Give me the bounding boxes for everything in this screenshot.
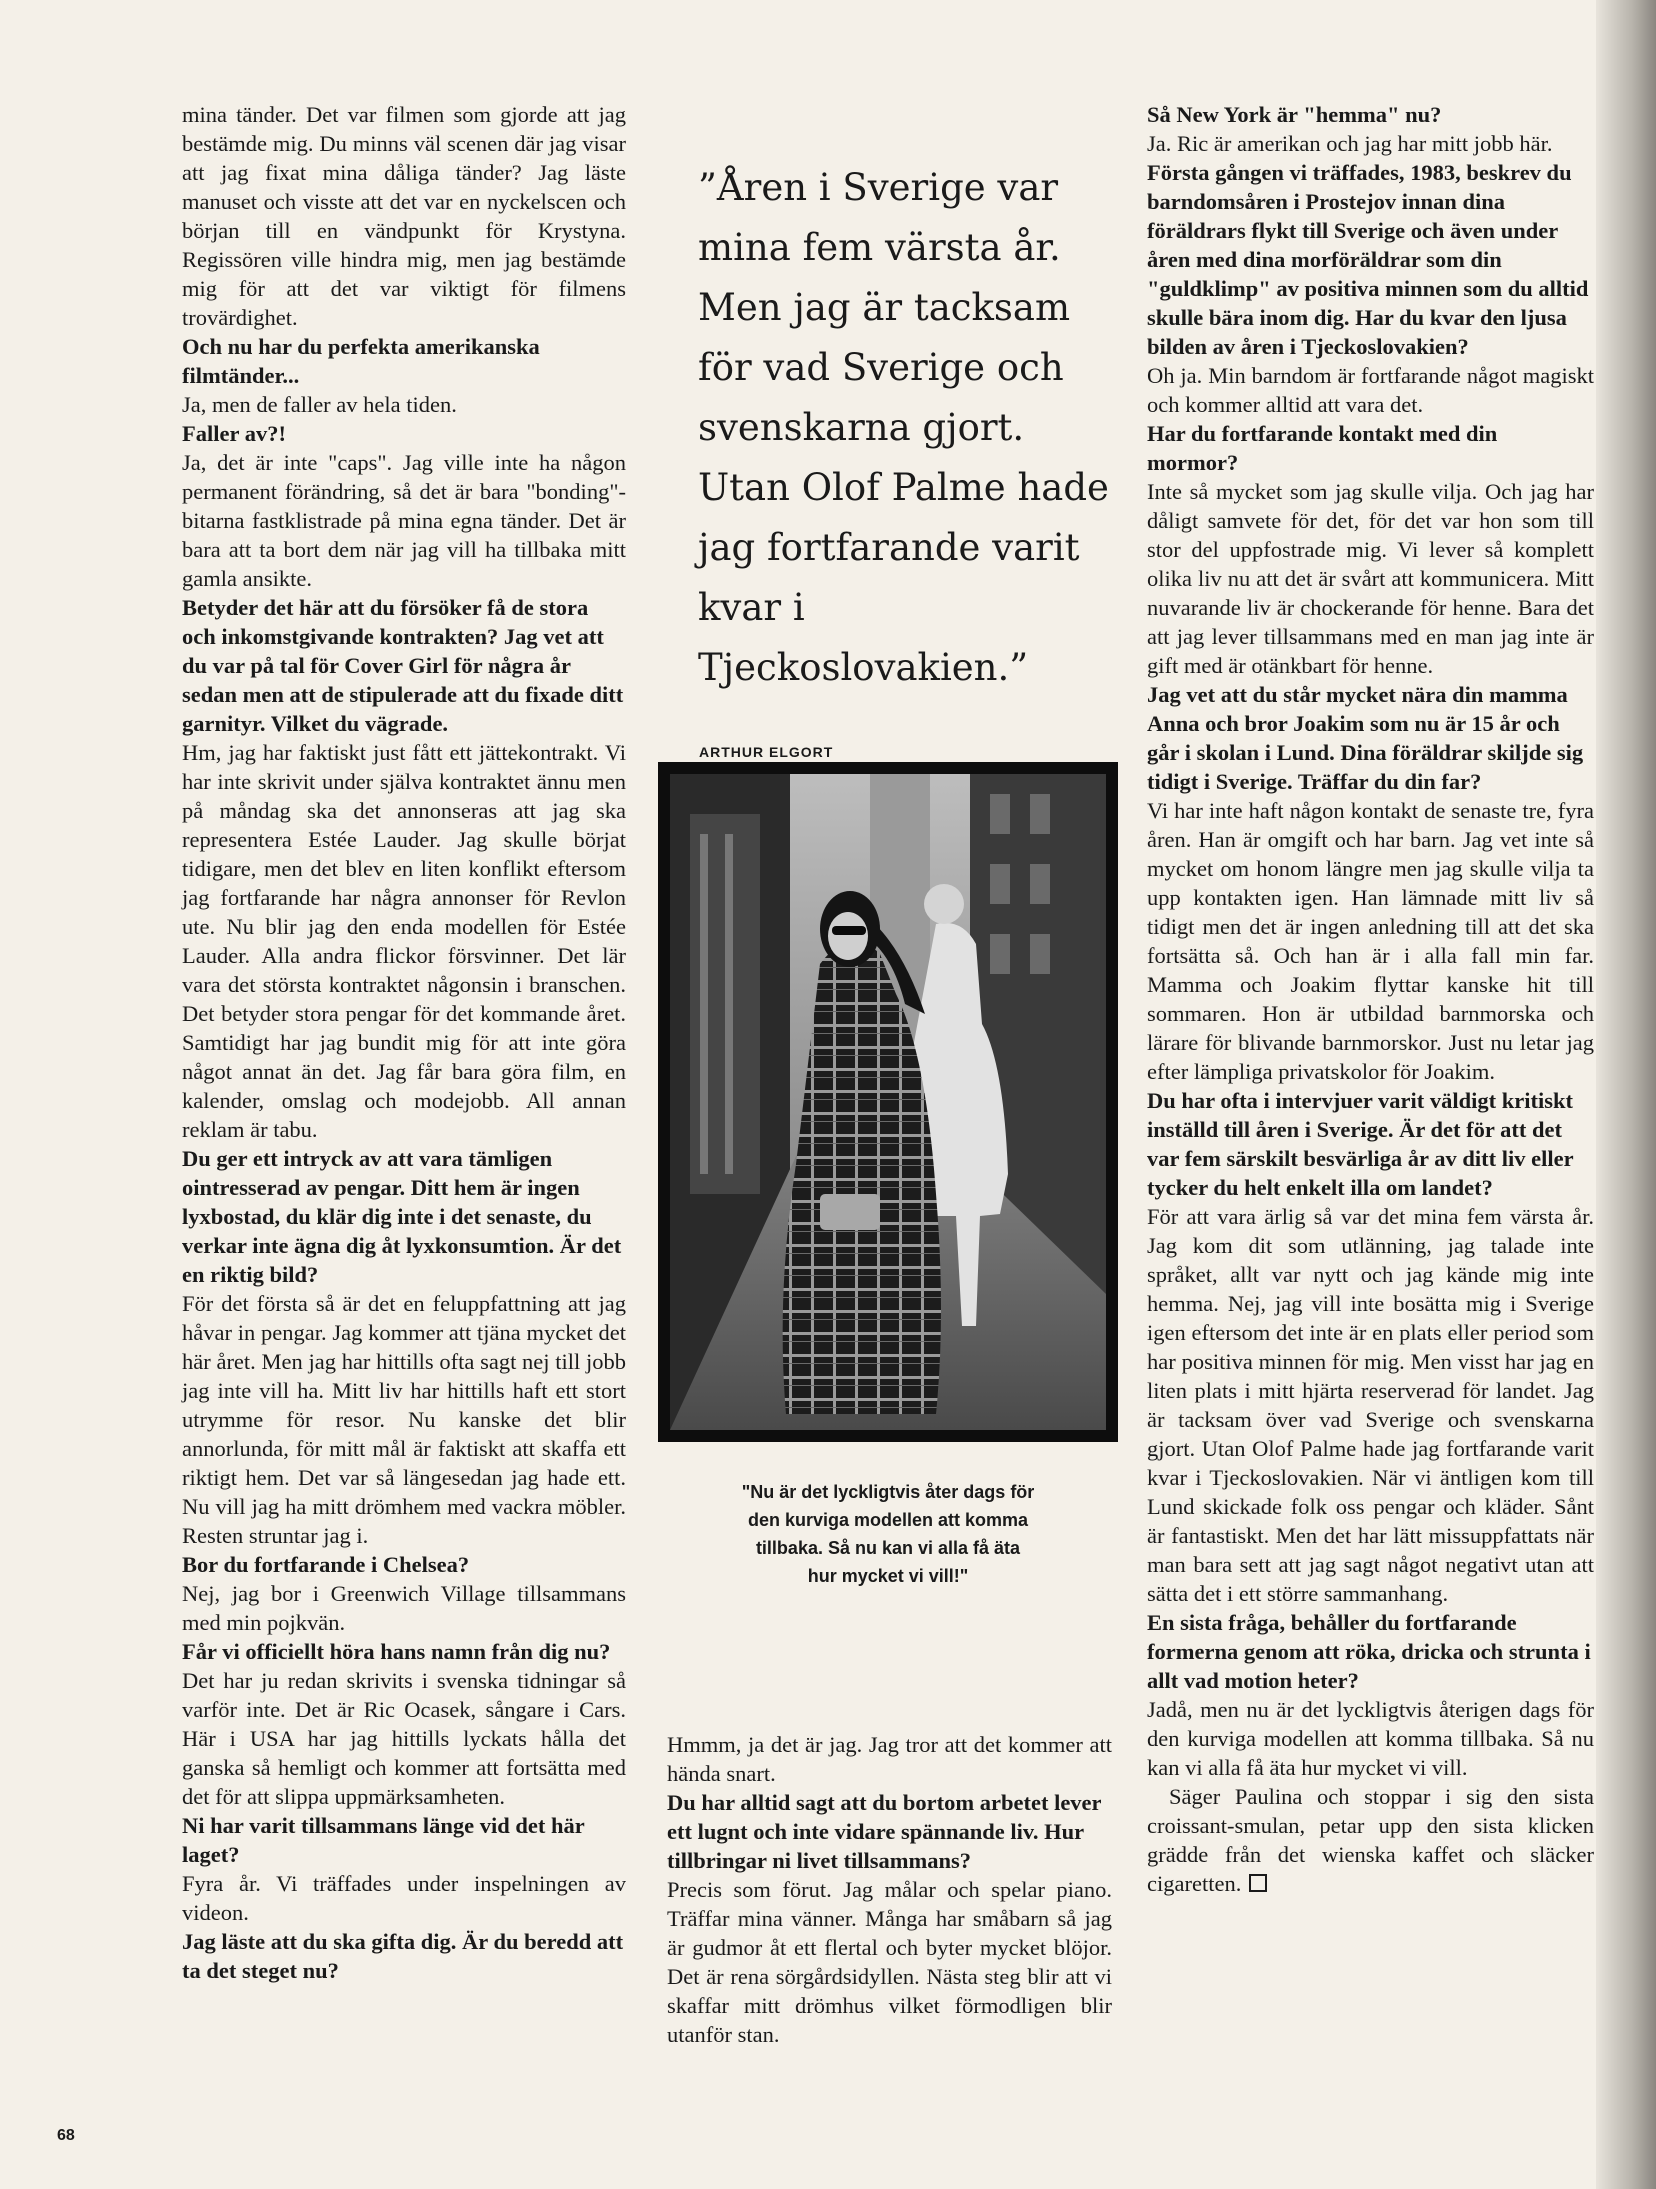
- interview-answer: mina tänder. Det var filmen som gjorde att jag bestämde mig. Du minns väl scenen där jag visar att jag fixat mina dåliga tänder? Jag läste manuset och visste att det var en nyckelscen och början till en vändpunkt för Krystyna. Regissören ville hindra mig, men jag bestämde mig för att det var viktigt för filmens trovärdighet.: [182, 102, 626, 330]
- interview-answer: Hm, jag har faktiskt just fått ett jättekontrakt. Vi har inte skrivit under själva kontraktet ännu men på måndag ska det annonseras att jag ska representera Estée Lauder. Jag skulle börjat tidigare, men det blev en liten konflikt eftersom jag fortfarande har några annonser för Revlon ute. Nu blir jag den enda modellen för Estée Lauder. Alla andra flickor försvinner. Det lär vara det största kontraktet någonsin i branschen. Det betyder stora pengar för det kommande året. Samtidigt har jag bundit mig för att inte göra något annat än det. Jag får bara göra film, en kalender, omslag och modejobb. All annan reklam är tabu.: [182, 740, 626, 1142]
- page-number: 68: [57, 2127, 75, 2144]
- interview-question: Ni har varit tillsammans länge vid det här laget?: [182, 1813, 585, 1867]
- interview-question: Får vi officiellt höra hans namn från dig nu?: [182, 1639, 611, 1664]
- interview-question: Första gången vi träffades, 1983, beskrev du barndomsåren i Prostejov innan dina föräldrars flykt till Sverige och även under åren med dina morföräldrar som din "guldklimp" av positiva minnen som du alltid skulle bära inom dig. Har du kvar den ljusa bilden av åren i Tjeckoslovakien?: [1147, 160, 1589, 359]
- interview-question: Du har alltid sagt att du bortom arbetet lever ett lugnt och inte vidare spännande liv. Hur tillbringar ni livet tillsammans?: [667, 1790, 1102, 1873]
- text-column-2: [667, 1730, 1112, 2049]
- street-photo: [658, 762, 1118, 1442]
- interview-answer: Vi har inte haft någon kontakt de senaste tre, fyra åren. Han är omgift och har barn. Jag vet inte så mycket om honom längre men jag skulle vilja ta upp kontakten igen. Han lämnade mitt liv så tidigt men det är ingen anledning till att det ska fortsätta så. Och han är i alla fall min far. Mamma och Joakim flyttar kanske hit till sommaren. Hon är utbildad barnmorska och lärare för blivande barnmorskor. Just nu letar jag efter lämpliga privatskolor för Joakim.: [1147, 798, 1594, 1084]
- interview-question: Jag vet att du står mycket nära din mamma Anna och bror Joakim som nu är 15 år och går i skolan i Lund. Dina föräldrar skiljde sig tidigt i Sverige. Träffar du din far?: [1147, 682, 1584, 794]
- interview-question: Faller av?!: [182, 421, 286, 446]
- interview-question: En sista fråga, behåller du fortfarande formerna genom att röka, dricka och strunta i allt vad motion heter?: [1147, 1610, 1591, 1693]
- interview-answer: Säger Paulina och stoppar i sig den sista croissant-smulan, petar upp den sista klicken grädde från det wienska kaffet och släcker cigaretten.: [1147, 1784, 1594, 1896]
- interview-question: Och nu har du perfekta amerikanska filmtänder...: [182, 334, 540, 388]
- interview-answer: Inte så mycket som jag skulle vilja. Och jag har dåligt samvete för det, för det var hon som till stor del uppfostrade mig. Vi lever så komplett olika liv nu att det är svårt att kommunicera. Mitt nuvarande liv är chockerande för henne. Bara det att jag lever tillsammans med en man jag inte är gift med är otänkbart för henne.: [1147, 479, 1594, 678]
- page-spine-shadow: [1596, 0, 1656, 2189]
- end-mark-icon: [1249, 1874, 1267, 1892]
- photo-illustration: [670, 774, 1106, 1430]
- interview-answer: Ja, men de faller av hela tiden.: [182, 392, 457, 417]
- interview-answer: Jadå, men nu är det lyckligtvis återigen dags för den kurviga modellen att komma tillbaka. Så nu kan vi alla få äta hur mycket vi vill.: [1147, 1697, 1594, 1780]
- interview-answer: Hmmm, ja det är jag. Jag tror att det kommer att hända snart.: [667, 1732, 1112, 1786]
- text-column-1: [182, 100, 626, 1985]
- photo-credit: ARTHUR ELGORT: [699, 744, 834, 760]
- interview-answer: Precis som förut. Jag målar och spelar piano. Träffar mina vänner. Många har småbarn så jag är gudmor åt ett flertal och byter mycket blöjor. Det är rena sörgårdsidyllen. Nästa steg blir att vi skaffar mitt drömhus vilket förmodligen blir utanför stan.: [667, 1877, 1112, 2047]
- interview-question: Du har ofta i intervjuer varit väldigt kritiskt inställd till åren i Sverige. Är det för att det var fem särskilt besvärliga år av ditt liv eller tycker du helt enkelt illa om landet?: [1147, 1088, 1574, 1200]
- interview-answer: Ja, det är inte "caps". Jag ville inte ha någon permanent förändring, så det är bara "bonding"-bitarna fastklistrade på mina egna tänder. Det är bara att ta bort dem när jag vill ha tillbaka mitt gamla ansikte.: [182, 450, 626, 591]
- interview-answer: Fyra år. Vi träffades under inspelningen av videon.: [182, 1871, 626, 1925]
- interview-question: Bor du fortfarande i Chelsea?: [182, 1552, 470, 1577]
- photo-caption: "Nu är det lyckligtvis åter dags för den kurviga modellen att komma tillbaka. Så nu kan vi alla få äta hur mycket vi vill!": [741, 1482, 1035, 1586]
- interview-question: Så New York är "hemma" nu?: [1147, 102, 1442, 127]
- pull-quote: ”Åren i Sverige var mina fem värsta år. Men jag är tacksam för vad Sverige och svenskarna gjort. Utan Olof Palme hade jag fortfarande varit kvar i Tjeckoslovakien.”: [698, 166, 1109, 689]
- interview-answer: Det har ju redan skrivits i svenska tidningar så varför inte. Det är Ric Ocasek, sångare i Cars. Här i USA har jag hittills lyckats hålla det ganska så hemligt och kommer att fortsätta med det för att slippa uppmärksamheten.: [182, 1668, 626, 1809]
- interview-question: Du ger ett intryck av att vara tämligen ointresserad av pengar. Ditt hem är ingen lyxbostad, du klär dig inte i det senaste, du verkar inte ägna dig åt lyxkonsumtion. Är det en riktig bild?: [182, 1146, 622, 1287]
- interview-answer: Nej, jag bor i Greenwich Village tillsammans med min pojkvän.: [182, 1581, 626, 1635]
- interview-answer: För att vara ärlig så var det mina fem värsta år. Jag kom dit som utlänning, jag talade inte språket, allt var nytt och jag kände mig inte hemma. Nej, jag vill inte bosätta mig i Sverige igen eftersom det inte är en plats eller period som har positiva minnen för mig. Men visst har jag en liten plats i mitt hjärta reserverad för landet. Jag är tacksam över vad Sverige och svenskarna gjort. Utan Olof Palme hade jag fortfarande varit kvar i Tjeckoslovakien. När vi äntligen kom till Lund skickade folk oss pengar och kläder. Sånt är fantastiskt. Men det har lätt missuppfattats när man bara sett att jag sagt något negativt utan att sätta det i ett större sammanhang.: [1147, 1204, 1594, 1606]
- interview-question: Har du fortfarande kontakt med din mormor?: [1147, 421, 1498, 475]
- interview-question: Jag läste att du ska gifta dig. Är du beredd att ta det steget nu?: [182, 1929, 624, 1983]
- interview-answer: För det första så är det en feluppfattning att jag håvar in pengar. Jag kommer att tjäna mycket det här året. Men jag har hittills ofta sagt nej till jobb jag inte vill ha. Mitt liv har hittills haft ett stort utrymme för resor. Nu kanske det blir annorlunda, för mitt mål är faktiskt att skaffa ett riktigt hem. Det var så längesedan jag hade ett. Nu vill jag ha mitt drömhem med vackra möbler. Resten struntar jag i.: [182, 1291, 626, 1548]
- interview-question: Betyder det här att du försöker få de stora och inkomstgivande kontrakten? Jag vet att du var på tal för Cover Girl för några år sedan men att de stipulerade att du fixade ditt garnityr. Vilket du vägrade.: [182, 595, 624, 736]
- interview-answer: Oh ja. Min barndom är fortfarande något magiskt och kommer alltid att vara det.: [1147, 363, 1594, 417]
- text-column-3: [1147, 100, 1594, 1898]
- interview-answer: Ja. Ric är amerikan och jag har mitt jobb här.: [1147, 131, 1553, 156]
